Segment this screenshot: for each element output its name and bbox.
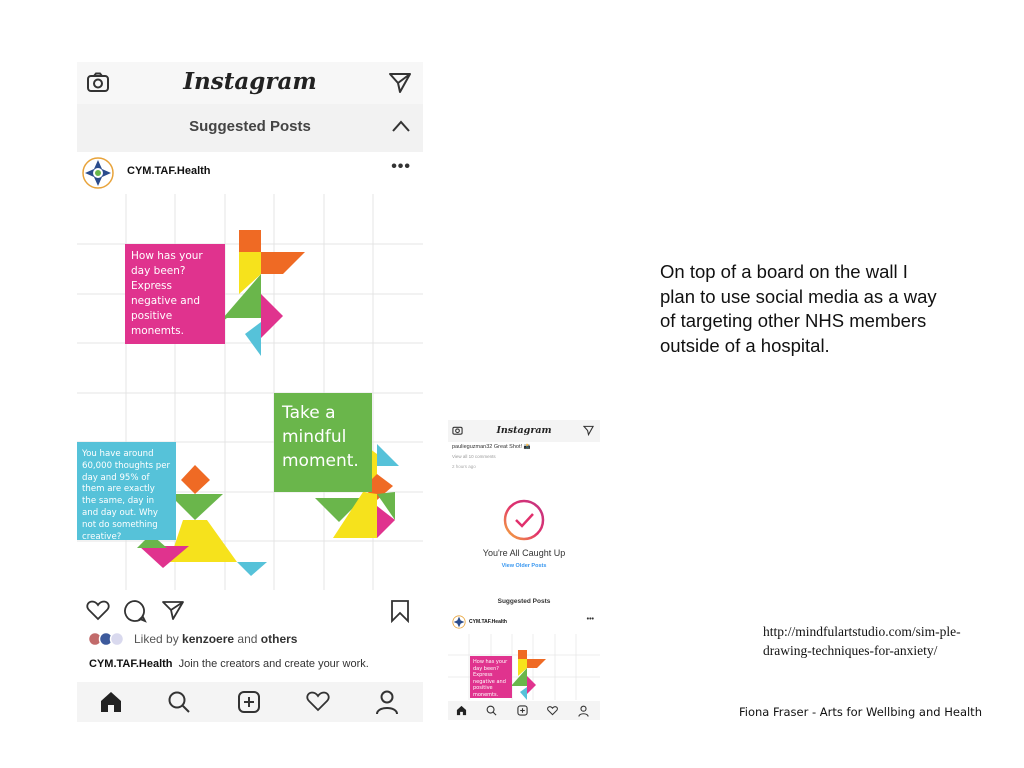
post-account-name[interactable]: CYM.TAF.Health bbox=[127, 165, 211, 177]
suggested-posts-title: Suggested Posts bbox=[189, 118, 311, 135]
small-suggested-posts-title: Suggested Posts bbox=[497, 598, 551, 605]
comment-icon[interactable] bbox=[123, 599, 147, 623]
liked-by-others[interactable]: others bbox=[260, 632, 298, 646]
liker-avatars bbox=[87, 631, 131, 647]
instagram-feed-screenshot bbox=[77, 62, 423, 722]
caught-up-text: You're All Caught Up bbox=[482, 548, 566, 558]
small-pink-prompt-card: How has your day been? Express negative and positive monemts. bbox=[470, 656, 512, 698]
small-bottom-navigation bbox=[448, 701, 600, 720]
activity-heart-icon[interactable] bbox=[306, 690, 330, 712]
source-url-text: http://mindfulartstudio.com/sim-ple-drawing-techniques-for-anxiety/ bbox=[763, 624, 961, 658]
liked-by-prefix: Liked by bbox=[134, 632, 179, 646]
small-instagram-header bbox=[448, 420, 600, 442]
bottom-navigation bbox=[77, 682, 423, 722]
green-prompt-card: Take a mindful moment. bbox=[274, 393, 372, 492]
liked-by-and: and bbox=[237, 632, 258, 646]
slide-description-text: On top of a board on the wall I plan to use social media as a way of targeting other NHS members outside of a hospital. bbox=[660, 261, 937, 356]
direct-message-icon[interactable] bbox=[388, 71, 412, 95]
home-icon[interactable] bbox=[99, 690, 123, 714]
view-older-posts-link[interactable]: View Older Posts bbox=[501, 563, 547, 569]
cyan-prompt-card: You have around 60,000 thoughts per day and 95% of them are exactly the same, day in and day out. Why not do something creative? bbox=[77, 442, 176, 540]
small-view-comments[interactable]: View all 10 comments bbox=[452, 454, 496, 459]
slide-credit-footer: Fiona Fraser - Arts for Wellbing and Health bbox=[739, 705, 982, 719]
account-avatar[interactable] bbox=[81, 156, 115, 190]
caption-account-name[interactable]: CYM.TAF.Health bbox=[89, 658, 173, 670]
add-post-icon[interactable] bbox=[237, 690, 261, 714]
post-menu-button[interactable]: ••• bbox=[391, 158, 411, 175]
profile-icon[interactable] bbox=[375, 689, 399, 715]
suggested-posts-bar bbox=[77, 104, 423, 152]
small-activity-heart-icon[interactable] bbox=[547, 705, 558, 716]
post-image bbox=[77, 194, 423, 590]
liked-by-user[interactable]: kenzoere bbox=[182, 632, 235, 646]
small-account-name[interactable]: CYM.TAF.Health bbox=[469, 619, 507, 625]
chevron-up-icon[interactable] bbox=[391, 119, 411, 133]
caption-text: Join the creators and create your work. bbox=[178, 658, 369, 670]
post-header bbox=[77, 152, 423, 194]
app-title: Instagram bbox=[183, 68, 317, 95]
post-caption bbox=[89, 658, 369, 670]
small-time-ago: 2 hours ago bbox=[452, 464, 476, 469]
small-app-title: Instagram bbox=[496, 425, 552, 436]
small-post-menu-button[interactable]: ••• bbox=[586, 616, 594, 623]
search-icon[interactable] bbox=[167, 690, 191, 714]
caught-up-check-icon bbox=[502, 498, 546, 542]
small-account-avatar[interactable] bbox=[452, 615, 466, 629]
small-profile-icon[interactable] bbox=[578, 705, 589, 717]
instagram-header bbox=[77, 62, 423, 104]
liked-by-line bbox=[134, 632, 297, 646]
small-comment-line: paulieguzman32 Great Shot! 📸 bbox=[452, 444, 531, 450]
instagram-caught-up-screenshot bbox=[448, 420, 600, 720]
bookmark-icon[interactable] bbox=[390, 599, 410, 623]
post-actions-bar bbox=[77, 590, 423, 630]
share-icon[interactable] bbox=[161, 599, 185, 621]
small-add-post-icon[interactable] bbox=[517, 705, 528, 716]
small-home-icon[interactable] bbox=[456, 705, 467, 716]
heart-icon[interactable] bbox=[86, 599, 110, 621]
small-search-icon[interactable] bbox=[486, 705, 497, 716]
pink-prompt-card: How has your day been? Express negative and positive monemts. bbox=[125, 244, 225, 344]
small-direct-message-icon[interactable] bbox=[583, 425, 594, 436]
